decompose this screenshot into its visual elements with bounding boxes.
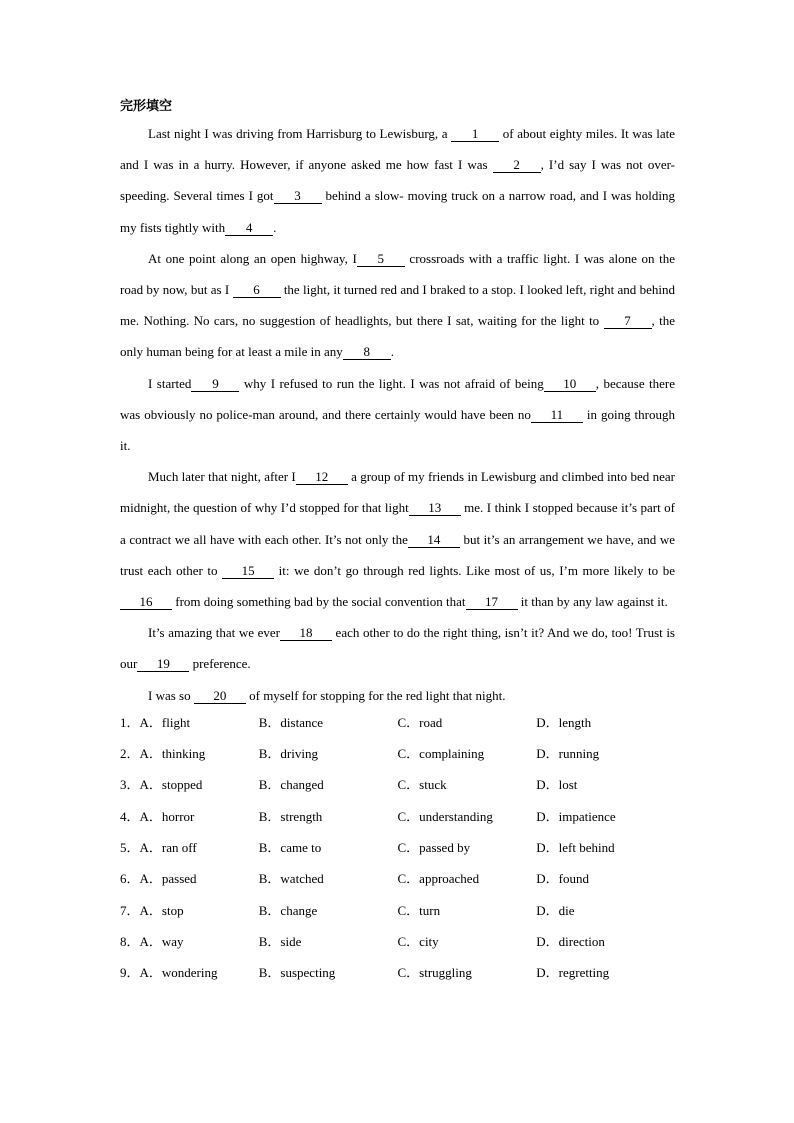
option-a[interactable] — [120, 895, 259, 926]
option-text: D．impatience — [536, 808, 616, 824]
option-b[interactable] — [259, 957, 398, 988]
passage-paragraph — [120, 118, 675, 243]
blank-10: 10 — [544, 377, 596, 392]
passage-text: it than by any law against it. — [517, 594, 668, 610]
option-text: C．passed by — [397, 840, 471, 856]
blank-14: 14 — [408, 533, 460, 548]
question-row — [120, 895, 675, 926]
option-c[interactable] — [398, 895, 537, 926]
option-d[interactable] — [536, 801, 675, 832]
option-text: C．city — [397, 933, 439, 949]
blank-3: 3 — [274, 189, 322, 204]
question-row — [120, 957, 675, 988]
option-text: C．complaining — [397, 746, 485, 762]
option-text: A．stop — [139, 902, 184, 918]
question-number: 7． — [120, 902, 140, 918]
option-b[interactable] — [259, 863, 398, 894]
option-text: D．direction — [536, 933, 605, 949]
option-b[interactable] — [259, 926, 398, 957]
blank-5: 5 — [357, 252, 405, 267]
option-a[interactable] — [120, 832, 259, 863]
option-d[interactable] — [536, 895, 675, 926]
option-a[interactable] — [120, 769, 259, 800]
worksheet-page — [120, 96, 675, 989]
option-text: D．found — [536, 871, 589, 887]
option-a[interactable] — [120, 801, 259, 832]
blank-17: 17 — [466, 595, 518, 610]
passage-paragraph — [120, 368, 675, 462]
option-b[interactable] — [259, 769, 398, 800]
option-text: A．horror — [139, 808, 195, 824]
option-text: C．road — [397, 714, 443, 730]
option-text: A．way — [139, 933, 184, 949]
question-number: 5． — [120, 840, 140, 856]
option-c[interactable] — [398, 957, 537, 988]
option-text: B．change — [258, 902, 318, 918]
option-text: D．left behind — [536, 840, 615, 856]
option-text: C．approached — [397, 871, 480, 887]
option-d[interactable] — [536, 769, 675, 800]
option-a[interactable] — [120, 707, 259, 738]
option-text: D．length — [536, 714, 592, 730]
blank-13: 13 — [409, 501, 461, 516]
question-row — [120, 738, 675, 769]
blank-19: 19 — [137, 657, 189, 672]
passage-text: I was so — [148, 687, 194, 703]
option-b[interactable] — [259, 832, 398, 863]
option-d[interactable] — [536, 738, 675, 769]
question-options-list — [120, 707, 675, 989]
blank-8: 8 — [343, 345, 391, 360]
blank-15: 15 — [222, 564, 274, 579]
passage-text: , the only human being for at least a mile in any — [120, 313, 676, 360]
question-number: 1． — [120, 714, 140, 730]
option-d[interactable] — [536, 926, 675, 957]
option-c[interactable] — [398, 926, 537, 957]
passage-text: the light, it turned red and I braked to a stop. I looked left, right and behind me. Nothing. No cars, no suggestion of headlights, but there I sat, waiting for the light to — [120, 282, 675, 329]
passage-text: , I’d say I was not over-speeding. Several times I got — [120, 157, 675, 204]
passage-text: it: we don’t go through red lights. Like most of us, I’m more likely to be — [274, 562, 675, 578]
passage-text: of about eighty miles. It was late and I was in a hurry. However, if anyone asked me how fast I was — [120, 126, 675, 173]
option-text: D．running — [536, 746, 600, 762]
option-text: D．lost — [536, 777, 578, 793]
option-c[interactable] — [398, 863, 537, 894]
option-d[interactable] — [536, 707, 675, 738]
option-text: D．regretting — [536, 965, 610, 981]
blank-7: 7 — [604, 314, 652, 329]
passage-text: Last night I was driving from Harrisburg to Lewisburg, a — [148, 126, 452, 141]
cloze-passage — [120, 118, 675, 711]
option-d[interactable] — [536, 957, 675, 988]
question-number: 4． — [120, 808, 140, 824]
question-number: 9． — [120, 965, 140, 981]
option-text: C．stuck — [397, 777, 447, 793]
option-c[interactable] — [398, 738, 537, 769]
passage-text: me. I think I stopped because it’s part of a contract we all have with each other. It’s not only the — [120, 500, 675, 547]
question-row — [120, 801, 675, 832]
passage-paragraph — [120, 461, 675, 617]
question-row — [120, 707, 675, 738]
option-text: A．wondering — [139, 965, 218, 981]
option-b[interactable] — [259, 707, 398, 738]
passage-text: . — [390, 344, 394, 360]
option-text: A．ran off — [139, 840, 197, 856]
option-d[interactable] — [536, 832, 675, 863]
blank-16: 16 — [120, 595, 172, 610]
option-c[interactable] — [398, 801, 537, 832]
option-a[interactable] — [120, 926, 259, 957]
passage-text: At one point along an open highway, I — [148, 250, 357, 266]
passage-text: , because there was obviously no police-man around, and there certainly would have been no — [120, 375, 676, 422]
blank-4: 4 — [225, 221, 273, 236]
option-text: B．came to — [258, 840, 322, 856]
option-text: C．struggling — [397, 965, 472, 981]
passage-text: each other to do the right thing, isn’t it? And we do, too! Trust is our — [120, 625, 675, 672]
option-text: A．thinking — [139, 746, 206, 762]
question-row — [120, 863, 675, 894]
option-a[interactable] — [120, 957, 259, 988]
passage-text: a group of my friends in Lewisburg and climbed into bed near midnight, the question of why I’d stopped for that light — [120, 469, 675, 516]
question-number: 6． — [120, 871, 140, 887]
question-row — [120, 832, 675, 863]
option-b[interactable] — [259, 801, 398, 832]
passage-text: It’s amazing that we ever — [148, 625, 280, 641]
option-b[interactable] — [259, 738, 398, 769]
blank-6: 6 — [233, 283, 281, 298]
passage-text: Much later that night, after I — [148, 469, 296, 485]
passage-text: from doing something bad by the social convention that — [172, 594, 466, 610]
option-text: B．changed — [258, 777, 324, 793]
blank-1: 1 — [451, 127, 499, 142]
option-text: B．watched — [258, 871, 324, 887]
question-row — [120, 769, 675, 800]
option-text: B．side — [258, 933, 302, 949]
option-text: D．die — [536, 902, 575, 918]
option-a[interactable] — [120, 738, 259, 769]
passage-text: . — [273, 219, 277, 235]
passage-text: behind a slow- moving truck on a narrow road, and I was holding my fists tightly with — [120, 188, 675, 235]
passage-text: crossroads with a traffic light. I was alone on the road by now, but as I — [120, 250, 675, 298]
option-b[interactable] — [259, 895, 398, 926]
passage-text: preference. — [189, 656, 251, 672]
option-text: B．suspecting — [258, 965, 336, 981]
blank-2: 2 — [493, 158, 541, 173]
passage-text: in going through it. — [120, 406, 675, 454]
blank-12: 12 — [296, 470, 348, 485]
option-a[interactable] — [120, 863, 259, 894]
option-text: B．distance — [258, 714, 324, 730]
blank-9: 9 — [191, 377, 239, 392]
passage-text: of myself for stopping for the red light that night. — [245, 687, 506, 703]
question-number: 2． — [120, 746, 140, 762]
option-text: A．flight — [139, 714, 191, 730]
option-text: B．driving — [258, 746, 318, 762]
option-d[interactable] — [536, 863, 675, 894]
option-text: C．turn — [397, 902, 441, 918]
passage-text: why I refused to run the light. I was not afraid of being — [239, 375, 544, 391]
passage-text: I started — [148, 375, 192, 391]
question-row — [120, 926, 675, 957]
blank-11: 11 — [531, 408, 583, 423]
option-c[interactable] — [398, 832, 537, 863]
passage-paragraph — [120, 243, 675, 368]
option-text: B．strength — [258, 808, 323, 824]
blank-18: 18 — [280, 626, 332, 641]
option-c[interactable] — [398, 769, 537, 800]
question-number: 3． — [120, 777, 140, 793]
section-title: 完形填空 — [120, 99, 173, 114]
option-c[interactable] — [398, 707, 537, 738]
passage-paragraph — [120, 617, 675, 679]
question-number: 8． — [120, 933, 140, 949]
passage-text: but it’s an arrangement we have, and we trust each other to — [120, 531, 675, 578]
option-text: C．understanding — [397, 808, 493, 824]
option-text: A．stopped — [139, 777, 203, 793]
blank-20: 20 — [194, 689, 246, 704]
option-text: A．passed — [139, 871, 197, 887]
